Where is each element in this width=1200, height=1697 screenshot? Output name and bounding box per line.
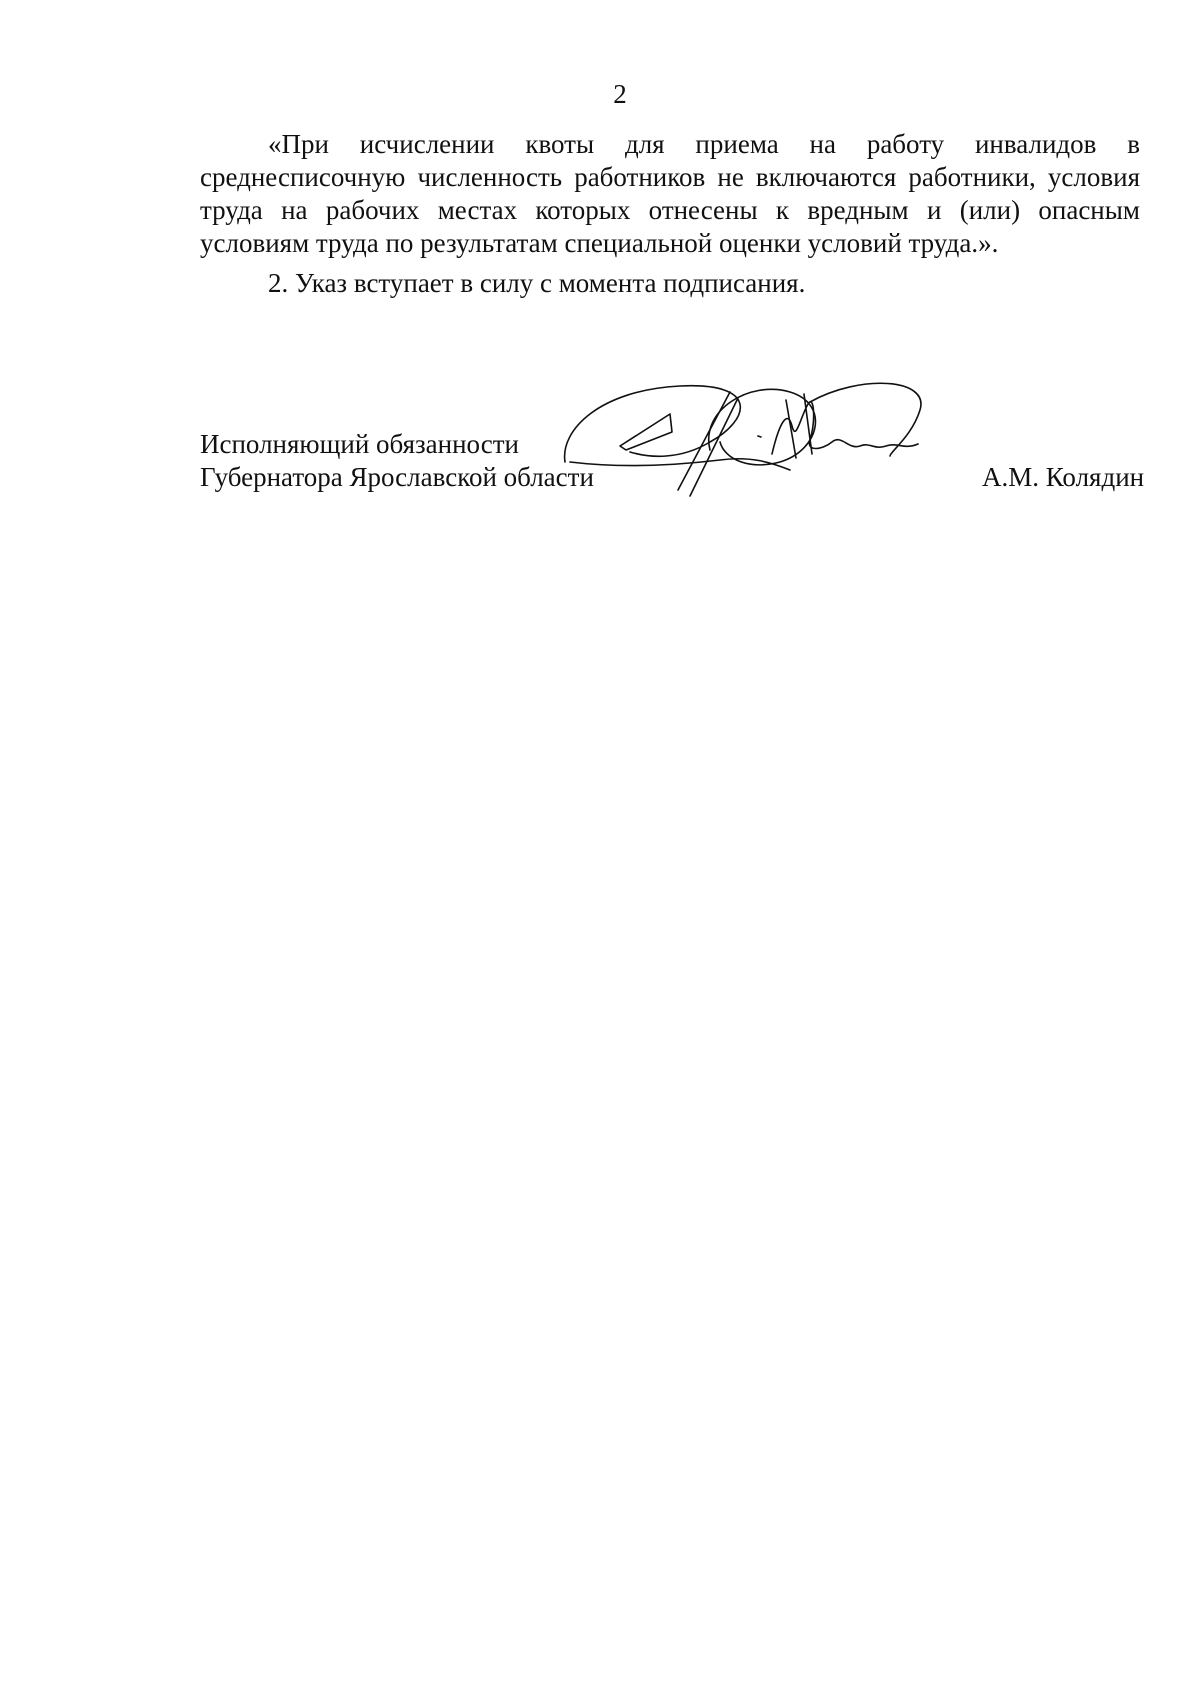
signature-stroke	[758, 436, 761, 437]
paragraph-effective-date: 2. Указ вступает в силу с момента подписания.	[268, 268, 806, 298]
document-body	[200, 128, 1140, 300]
page-number: 2	[613, 79, 627, 109]
signature-stroke	[620, 414, 672, 450]
paragraph-quote: «При исчислении квоты для приема на работу инвалидов в среднесписочную численность работников не включаются работники, условия труда на рабочих местах которых отнесены к вредным и (или) опасным условиям труда по результатам специальной оценки условий труда.».	[200, 129, 1140, 258]
handwritten-signature	[560, 380, 1010, 520]
signer-position-line-2: Губернатора Ярославской области	[200, 462, 594, 492]
signer-name: А.М. Колядин	[982, 462, 1145, 492]
signer-position-line-1: Исполняющий обязанности	[200, 429, 519, 459]
